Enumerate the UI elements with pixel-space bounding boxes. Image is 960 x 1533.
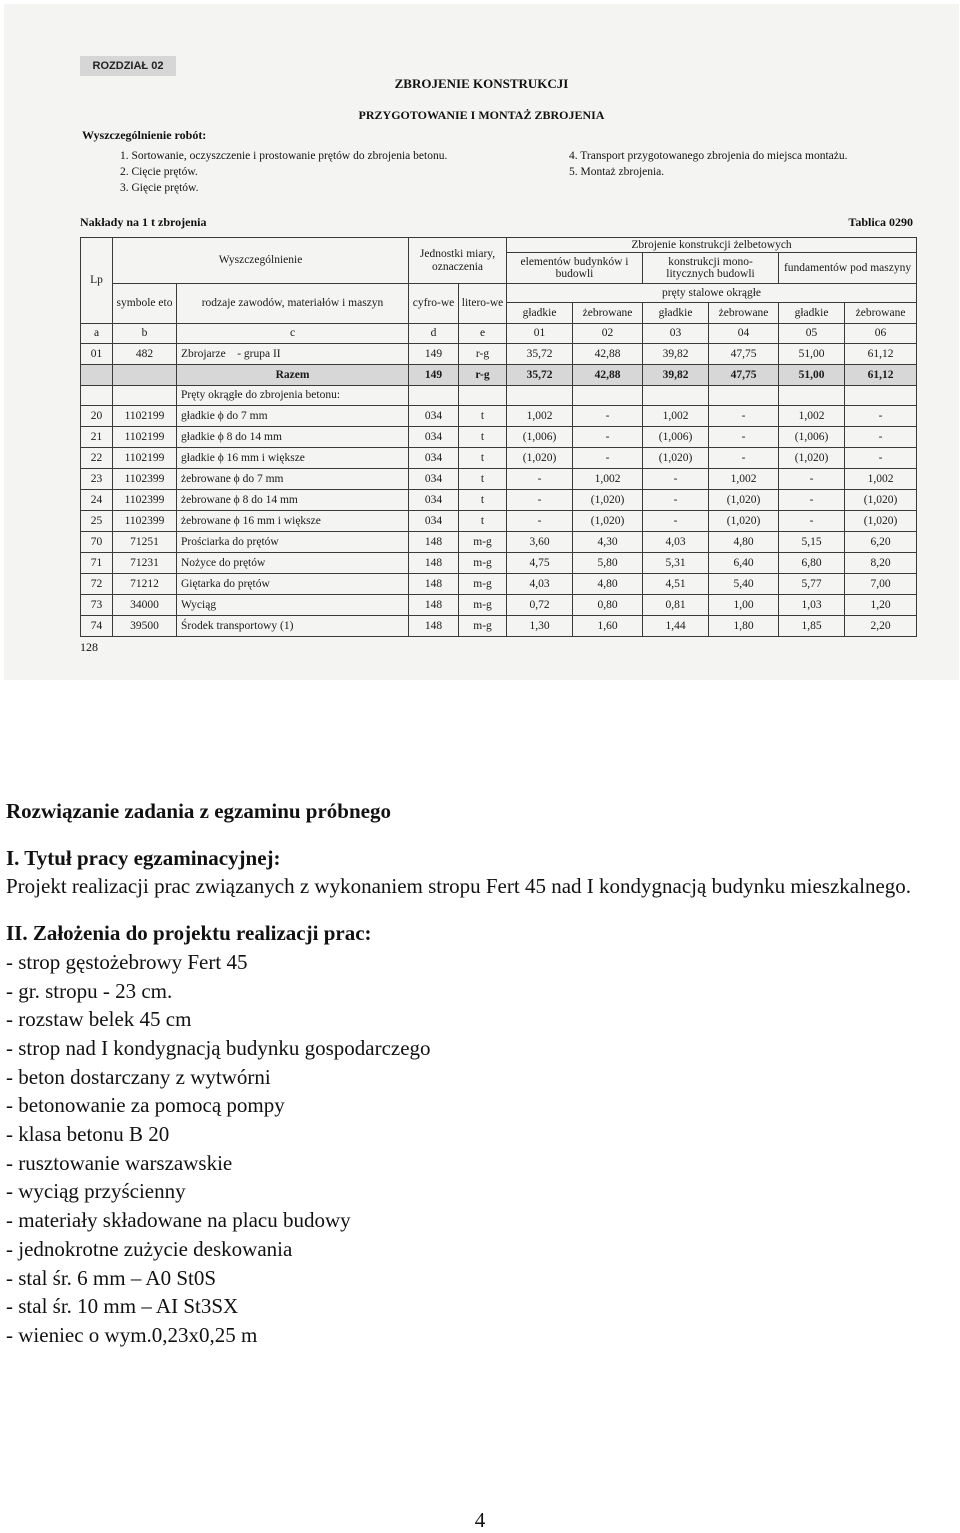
cell-value: -: [507, 490, 573, 511]
cell-lp: 01: [81, 344, 113, 365]
cell-value: -: [507, 511, 573, 532]
table-number: Tablica 0290: [848, 215, 913, 229]
header-lp: Lp: [81, 238, 113, 324]
cell-unit-code: 034: [409, 427, 459, 448]
cell-name: żebrowane ϕ 8 do 14 mm: [177, 490, 409, 511]
cell-value: (1,020): [573, 490, 643, 511]
cell-value: 51,00: [779, 344, 845, 365]
section-1-text: Projekt realizacji prac związanych z wykonaniem stropu Fert 45 nad I kondygnacją budynku mieszkalnego.: [6, 874, 912, 899]
cell-value: 4,51: [643, 574, 709, 595]
cell-value: -: [779, 511, 845, 532]
cell-name: Środek transportowy (1): [177, 616, 409, 637]
header-konstrukcji: konstrukcji mono-litycznych budowli: [643, 253, 779, 284]
cell-value: 0,80: [573, 595, 643, 616]
assumption-item: - wieniec o wym.0,23x0,25 m: [6, 1322, 258, 1347]
index-cell: e: [459, 324, 507, 344]
table-row: [81, 344, 917, 365]
column-index-row: [81, 324, 917, 344]
cell-unit-code: 148: [409, 553, 459, 574]
cell-unit: m-g: [459, 595, 507, 616]
norm-table: [80, 237, 917, 637]
assumption-item: - betonowanie za pomocą pompy: [6, 1093, 285, 1118]
assumption-item: - gr. stropu - 23 cm.: [6, 978, 173, 1003]
index-cell: 02: [573, 324, 643, 344]
cell-value: 51,00: [779, 365, 845, 386]
cell-value: 7,00: [845, 574, 917, 595]
header-symbole: symbole eto: [113, 284, 177, 324]
cell-unit: m-g: [459, 553, 507, 574]
cell-value: (1,006): [507, 427, 573, 448]
table-row: [81, 448, 917, 469]
machine-rows: [81, 532, 917, 637]
cell-value: 5,80: [573, 553, 643, 574]
cell-value: 5,40: [709, 574, 779, 595]
cell-value: 5,31: [643, 553, 709, 574]
scan-page-number: 128: [80, 640, 98, 654]
solution-text: [6, 797, 946, 1350]
cell-name: Giętarka do prętów: [177, 574, 409, 595]
header-elementow: elementów budynków i budowli: [507, 253, 643, 284]
cell-value: 47,75: [709, 365, 779, 386]
cell-unit: t: [459, 511, 507, 532]
cell-unit: t: [459, 427, 507, 448]
header-fundamentow: fundamentów pod maszyny: [779, 253, 917, 284]
cell-value: -: [573, 406, 643, 427]
assumption-item: - stal śr. 10 mm – AI St3SX: [6, 1294, 239, 1319]
header-gladkie: gładkie: [779, 303, 845, 324]
page-number: 4: [474, 1508, 486, 1532]
cell-unit-code: 034: [409, 448, 459, 469]
scanned-catalogue-page: [4, 4, 959, 680]
cell-value: 1,20: [845, 595, 917, 616]
cell-value: 47,75: [709, 344, 779, 365]
cell-value: (1,020): [507, 448, 573, 469]
index-cell: 03: [643, 324, 709, 344]
assumption-item: - materiały składowane na placu budowy: [6, 1208, 351, 1233]
cell-name: żebrowane ϕ do 7 mm: [177, 469, 409, 490]
cell-value: 1,00: [709, 595, 779, 616]
cell-name: Zbrojarze - grupa II: [177, 344, 409, 365]
cell-value: 1,002: [709, 469, 779, 490]
header-gladkie: gładkie: [643, 303, 709, 324]
assumption-item: - jednokrotne zużycie deskowania: [6, 1236, 293, 1261]
cell-value: 1,30: [507, 616, 573, 637]
cell-unit-code: 148: [409, 616, 459, 637]
header-jednostki: Jednostki miary, oznaczenia: [409, 238, 507, 284]
cell-value: 35,72: [507, 344, 573, 365]
assumption-item: - rozstaw belek 45 cm: [6, 1007, 192, 1032]
cell-value: -: [643, 490, 709, 511]
header-cyfrowe: cyfro-we: [409, 284, 459, 324]
cell-value: 39,82: [643, 365, 709, 386]
page-subtitle: PRZYGOTOWANIE I MONTAŻ ZBROJENIA: [358, 108, 605, 122]
cell-symbol: 71251: [113, 532, 177, 553]
cell-value: -: [573, 448, 643, 469]
cell-value: (1,006): [643, 427, 709, 448]
index-cell: 04: [709, 324, 779, 344]
cell-value: 4,75: [507, 553, 573, 574]
cell-value: -: [779, 490, 845, 511]
materials-caption: Pręty okrągłe do zbrojenia betonu:: [177, 386, 409, 406]
cell-value: 3,60: [507, 532, 573, 553]
cell-value: 1,44: [643, 616, 709, 637]
cell-lp: 21: [81, 427, 113, 448]
index-cell: 01: [507, 324, 573, 344]
cell-symbol: 482: [113, 344, 177, 365]
table-row: [81, 574, 917, 595]
cell-value: -: [845, 448, 917, 469]
section-1-title: I. Tytuł pracy egzaminacyjnej:: [6, 845, 281, 870]
cell-unit-code: 149: [409, 365, 459, 386]
cell-value: (1,020): [643, 448, 709, 469]
cell-value: 4,30: [573, 532, 643, 553]
table-caption: Nakłady na 1 t zbrojenia: [80, 215, 207, 229]
cell-value: -: [643, 469, 709, 490]
table-row: [81, 595, 917, 616]
subtotal-label: Razem: [177, 365, 409, 386]
assumption-item: - strop nad I kondygnacją budynku gospodarczego: [6, 1035, 431, 1060]
cell-value: 5,77: [779, 574, 845, 595]
cell-value: 6,40: [709, 553, 779, 574]
cell-value: 4,80: [709, 532, 779, 553]
cell-name: Wyciąg: [177, 595, 409, 616]
cell-unit: t: [459, 448, 507, 469]
cell-symbol: 39500: [113, 616, 177, 637]
cell-name: gładkie ϕ do 7 mm: [177, 406, 409, 427]
table-row: [81, 616, 917, 637]
cell-lp: 70: [81, 532, 113, 553]
cell-name: gładkie ϕ 16 mm i większe: [177, 448, 409, 469]
cell-value: 1,85: [779, 616, 845, 637]
index-cell: b: [113, 324, 177, 344]
chapter-label: ROZDZIAŁ 02: [80, 56, 176, 76]
cell-unit-code: 148: [409, 574, 459, 595]
cell-name: gładkie ϕ 8 do 14 mm: [177, 427, 409, 448]
table-row: [81, 490, 917, 511]
cell-symbol: 34000: [113, 595, 177, 616]
cell-value: -: [709, 406, 779, 427]
cell-unit: m-g: [459, 532, 507, 553]
cell-lp: 25: [81, 511, 113, 532]
index-cell: d: [409, 324, 459, 344]
cell-value: 5,15: [779, 532, 845, 553]
assumption-item: - rusztowanie warszawskie: [6, 1150, 233, 1175]
cell-unit: r-g: [459, 365, 507, 386]
header-gladkie: gładkie: [507, 303, 573, 324]
index-cell: c: [177, 324, 409, 344]
cell-value: 8,20: [845, 553, 917, 574]
cell-lp: 72: [81, 574, 113, 595]
cell-unit-code: 034: [409, 490, 459, 511]
cell-value: -: [779, 469, 845, 490]
page-title: ZBROJENIE KONSTRUKCJI: [394, 76, 569, 91]
cell-symbol: 1102199: [113, 406, 177, 427]
solution-heading: Rozwiązanie zadania z egzaminu próbnego: [6, 799, 391, 823]
cell-unit: m-g: [459, 616, 507, 637]
cell-lp: 22: [81, 448, 113, 469]
cell-value: 1,002: [845, 469, 917, 490]
cell-value: 6,20: [845, 532, 917, 553]
cell-value: 6,80: [779, 553, 845, 574]
header-zebrowane: żebrowane: [573, 303, 643, 324]
header-zbrojenie: Zbrojenie konstrukcji żelbetowych: [507, 238, 917, 253]
cell-unit: t: [459, 469, 507, 490]
cell-value: (1,020): [779, 448, 845, 469]
cell-unit-code: 034: [409, 469, 459, 490]
cell-value: (1,006): [779, 427, 845, 448]
cell-value: 1,80: [709, 616, 779, 637]
cell-unit: m-g: [459, 574, 507, 595]
cell-value: -: [845, 427, 917, 448]
cell-value: -: [845, 406, 917, 427]
table-row: [81, 511, 917, 532]
cell-value: 4,03: [507, 574, 573, 595]
cell-unit-code: 149: [409, 344, 459, 365]
cell-value: 0,81: [643, 595, 709, 616]
cell-lp: 71: [81, 553, 113, 574]
scope-item: 4. Transport przygotowanego zbrojenia do miejsca montażu.: [569, 150, 848, 162]
table-row: [81, 553, 917, 574]
cell-value: (1,020): [573, 511, 643, 532]
cell-lp: 74: [81, 616, 113, 637]
cell-value: -: [573, 427, 643, 448]
cell-unit: t: [459, 490, 507, 511]
cell-value: (1,020): [845, 511, 917, 532]
materials-rows: [81, 406, 917, 532]
cell-name: Nożyce do prętów: [177, 553, 409, 574]
cell-value: 0,72: [507, 595, 573, 616]
header-literowe: litero-we: [459, 284, 507, 324]
scope-item: 5. Montaż zbrojenia.: [569, 166, 665, 178]
cell-symbol: 1102399: [113, 469, 177, 490]
cell-value: 1,002: [573, 469, 643, 490]
cell-value: 1,002: [779, 406, 845, 427]
cell-value: 4,03: [643, 532, 709, 553]
cell-symbol: 1102399: [113, 490, 177, 511]
section-2-title: II. Założenia do projektu realizacji prac:: [6, 921, 372, 946]
cell-unit-code: 034: [409, 406, 459, 427]
assumption-item: - klasa betonu B 20: [6, 1122, 170, 1147]
cell-value: -: [643, 511, 709, 532]
cell-value: (1,020): [845, 490, 917, 511]
cell-lp: 73: [81, 595, 113, 616]
header-rodzaje: rodzaje zawodów, materiałów i maszyn: [177, 284, 409, 324]
assumptions-list: [6, 948, 946, 1350]
cell-value: 1,002: [643, 406, 709, 427]
cell-symbol: 71212: [113, 574, 177, 595]
header-zebrowane: żebrowane: [709, 303, 779, 324]
cell-value: 4,80: [573, 574, 643, 595]
scope-item: 3. Gięcie prętów.: [120, 182, 199, 194]
index-cell: a: [81, 324, 113, 344]
cell-value: -: [709, 427, 779, 448]
header-zebrowane: żebrowane: [845, 303, 917, 324]
cell-lp: 24: [81, 490, 113, 511]
cell-lp: 20: [81, 406, 113, 427]
cell-value: 61,12: [845, 344, 917, 365]
cell-value: -: [709, 448, 779, 469]
cell-lp: 23: [81, 469, 113, 490]
cell-value: 1,03: [779, 595, 845, 616]
table-row: [81, 532, 917, 553]
cell-value: 2,20: [845, 616, 917, 637]
cell-unit-code: 148: [409, 532, 459, 553]
cell-value: 1,002: [507, 406, 573, 427]
header-prety: pręty stalowe okrągłe: [507, 284, 917, 303]
cell-unit-code: 034: [409, 511, 459, 532]
cell-name: Prościarka do prętów: [177, 532, 409, 553]
cell-unit: r-g: [459, 344, 507, 365]
header-wyszczegolnienie: Wyszczególnienie: [113, 238, 409, 284]
assumption-item: - wyciąg przyścienny: [6, 1179, 186, 1204]
cell-value: -: [507, 469, 573, 490]
cell-value: 1,60: [573, 616, 643, 637]
table-row: [81, 469, 917, 490]
assumption-item: - strop gęstożebrowy Fert 45: [6, 949, 248, 974]
cell-symbol: 1102199: [113, 448, 177, 469]
scope-item: 1. Sortowanie, oczyszczenie i prostowanie prętów do zbrojenia betonu.: [120, 150, 448, 162]
cell-symbol: 1102399: [113, 511, 177, 532]
cell-value: 61,12: [845, 365, 917, 386]
scope-item: 2. Cięcie prętów.: [120, 166, 198, 178]
cell-symbol: 71231: [113, 553, 177, 574]
cell-unit: t: [459, 406, 507, 427]
cell-value: 42,88: [573, 365, 643, 386]
assumption-item: - stal śr. 6 mm – A0 St0S: [6, 1265, 217, 1290]
index-cell: 06: [845, 324, 917, 344]
table-row: [81, 406, 917, 427]
table-row: [81, 427, 917, 448]
cell-value: 39,82: [643, 344, 709, 365]
subtotal-row: [81, 365, 917, 386]
cell-value: (1,020): [709, 490, 779, 511]
materials-caption-row: [81, 386, 917, 406]
cell-value: (1,020): [709, 511, 779, 532]
cell-name: żebrowane ϕ 16 mm i większe: [177, 511, 409, 532]
index-cell: 05: [779, 324, 845, 344]
scope-heading: Wyszczególnienie robót:: [82, 128, 207, 142]
cell-value: 42,88: [573, 344, 643, 365]
cell-unit-code: 148: [409, 595, 459, 616]
cell-value: 35,72: [507, 365, 573, 386]
assumption-item: - beton dostarczany z wytwórni: [6, 1064, 271, 1089]
cell-symbol: 1102199: [113, 427, 177, 448]
